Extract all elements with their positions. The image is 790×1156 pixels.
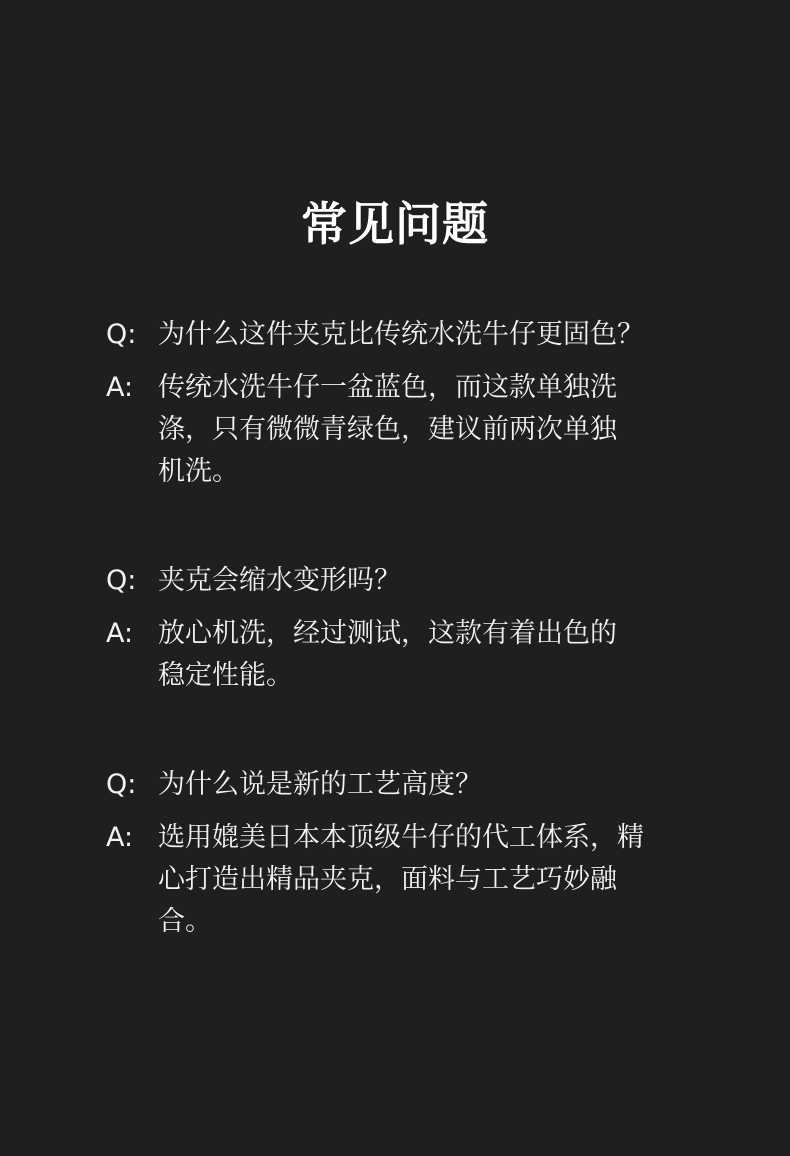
faq-answer-row: [106, 367, 706, 493]
page-title: 常见问题: [301, 197, 489, 251]
faq-item-shrinkage: [106, 560, 706, 697]
faq-question-row: [106, 560, 706, 602]
answer-marker: A:: [106, 372, 134, 403]
question-marker: Q:: [106, 565, 137, 596]
faq-list: [106, 314, 706, 943]
faq-answer-row: [106, 613, 706, 697]
question-text: 为什么这件夹克比传统水洗牛仔更固色？: [158, 319, 644, 350]
faq-item-color-fastness: [106, 314, 706, 493]
question-marker: Q:: [106, 769, 137, 800]
question-text: 夹克会缩水变形吗？: [158, 565, 401, 596]
faq-question-row: [106, 764, 706, 806]
faq-item-craftsmanship: [106, 764, 706, 943]
answer-text: 选用媲美日本本顶级牛仔的代工体系，精 心打造出精品夹克，面料与工艺巧妙融 合。: [158, 822, 644, 937]
faq-answer-row: [106, 817, 706, 943]
answer-text: 放心机洗，经过测试，这款有着出色的 稳定性能。: [158, 618, 617, 691]
answer-text: 传统水洗牛仔一盆蓝色，而这款单独洗 涤，只有微微青绿色，建议前两次单独 机洗。: [158, 372, 617, 487]
answer-marker: A:: [106, 822, 134, 853]
question-marker: Q:: [106, 319, 137, 350]
answer-marker: A:: [106, 618, 134, 649]
faq-question-row: [106, 314, 706, 356]
question-text: 为什么说是新的工艺高度？: [158, 769, 482, 800]
